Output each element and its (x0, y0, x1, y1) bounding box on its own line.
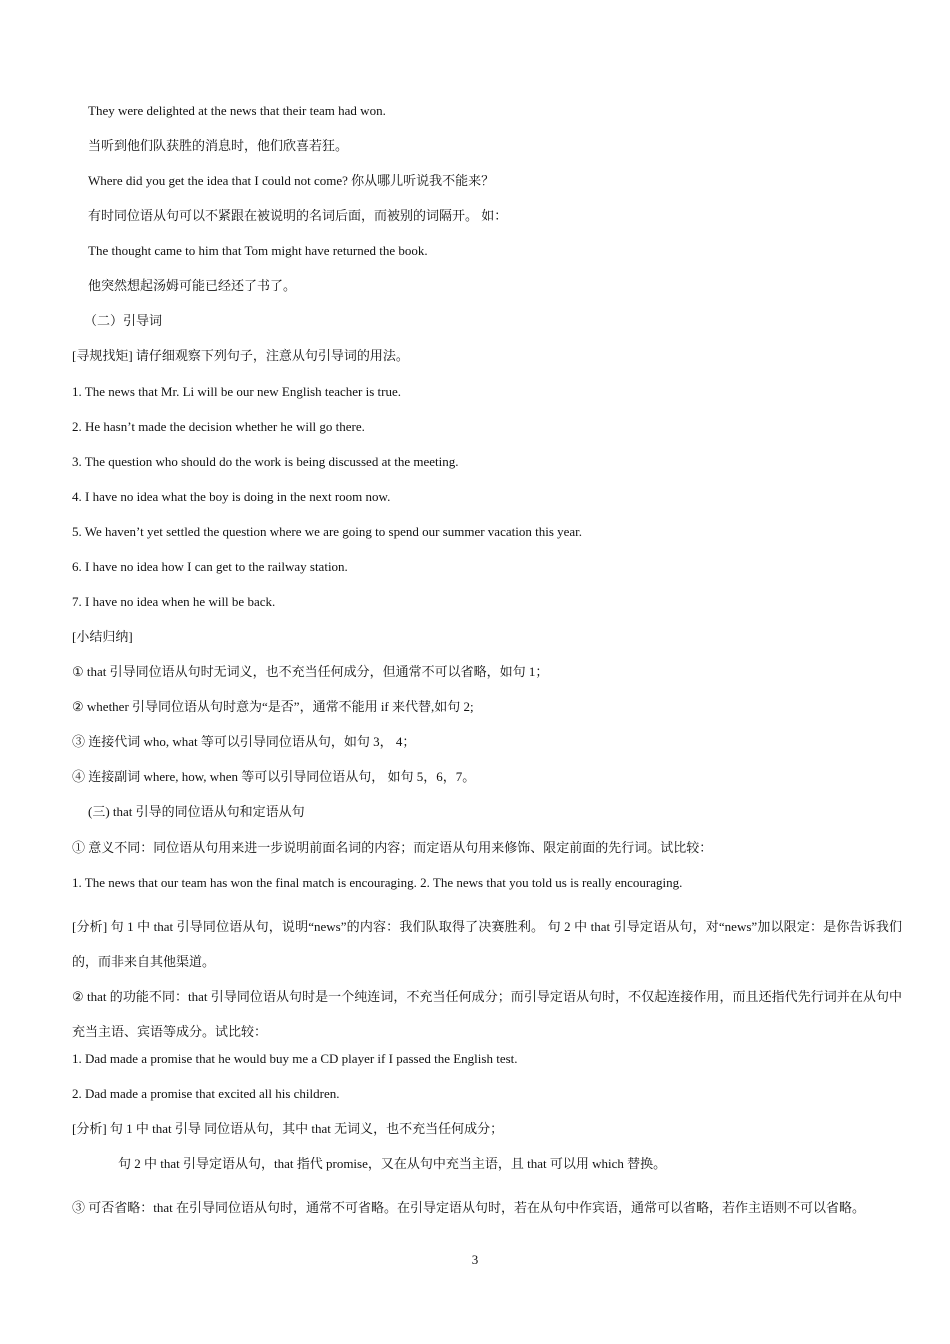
numbered-sentence: 2. He hasn’t made the decision whether he will go there. (72, 419, 365, 434)
example-sentence: They were delighted at the news that their team had won. (88, 103, 386, 118)
example-sentence: Where did you get the idea that I could not come? 你从哪儿听说我不能来？ (88, 173, 495, 188)
translation-line: 当听到他们队获胜的消息时，他们欣喜若狂。 (88, 138, 349, 153)
numbered-sentence: 6. I have no idea how I can get to the railway station. (72, 559, 348, 574)
summary-point: ④ 连接副词 where, how, when 等可以引导同位语从句， 如句 5，6，7。 (72, 769, 476, 784)
numbered-sentence: 4. I have no idea what the boy is doing in the next room now. (72, 489, 391, 504)
numbered-sentence: 3. The question who should do the work is being discussed at the meeting. (72, 454, 459, 469)
summary-heading: [小结归纳] (72, 629, 133, 644)
example-sentence: The thought came to him that Tom might have returned the book. (88, 243, 428, 258)
summary-point: ① that 引导同位语从句时无词义，也不充当任何成分，但通常不可以省略，如句 1； (72, 664, 549, 679)
comparison-point: ① 意义不同：同位语从句用来进一步说明前面名词的内容；而定语从句用来修饰、限定前面的先行词。试比较： (72, 840, 713, 855)
summary-point: ③ 连接代词 who, what 等可以引导同位语从句，如句 3， 4； (72, 734, 416, 749)
numbered-sentence: 1. The news that Mr. Li will be our new English teacher is true. (72, 384, 402, 399)
numbered-sentence: 7. I have no idea when he will be back. (72, 594, 276, 609)
instruction-line: [寻规找矩] 请仔细观察下列句子，注意从句引导词的用法。 (72, 348, 409, 363)
page-number: 3 (471, 1252, 479, 1267)
comparison-point: ③ 可否省略：that 在引导同位语从句时，通常不可省略。在引导定语从句时，若在从句中作宾语，通常可以省略，若作主语则不可以省略。 (72, 1200, 865, 1215)
analysis-line: [分析] 句 1 中 that 引导 同位语从句，其中 that 无词义，也不充当任何成分； (72, 1121, 504, 1136)
explanation-line: 有时同位语从句可以不紧跟在被说明的名词后面，而被别的词隔开。 如： (88, 208, 508, 223)
comparison-example: 1. Dad made a promise that he would buy me a CD player if I passed the English test. (72, 1051, 518, 1066)
comparison-example: 2. Dad made a promise that excited all his children. (72, 1086, 340, 1101)
summary-point: ② whether 引导同位语从句时意为“是否”，通常不能用 if 来代替,如句 2; (72, 699, 474, 714)
comparison-point: ② that 的功能不同：that 引导同位语从句时是一个纯连词，不充当任何成分；而引导定语从句时，不仅起连接作用，而且还指代先行词并在从句中充当主语、宾语等成分。试比较： (72, 989, 902, 1039)
analysis-line: 句 2 中 that 引导定语从句，that 指代 promise，又在从句中充当主语，且 that 可以用 which 替换。 (118, 1156, 667, 1171)
comparison-example: 1. The news that our team has won the final match is encouraging. 2. The news that you told us is really encouraging. (72, 875, 683, 890)
analysis-paragraph: [分析] 句 1 中 that 引导同位语从句，说明“news”的内容：我们队取得了决赛胜利。 句 2 中 that 引导定语从句，对“news”加以限定：是你告诉我们的，而非来自其他渠道。 (72, 919, 902, 969)
numbered-sentence: 5. We haven’t yet settled the question where we are going to spend our summer vacation this year. (72, 524, 583, 539)
section-heading: (三) that 引导的同位语从句和定语从句 (88, 804, 305, 819)
section-heading: （二）引导词 (84, 313, 163, 328)
translation-line: 他突然想起汤姆可能已经还了书了。 (88, 278, 297, 293)
